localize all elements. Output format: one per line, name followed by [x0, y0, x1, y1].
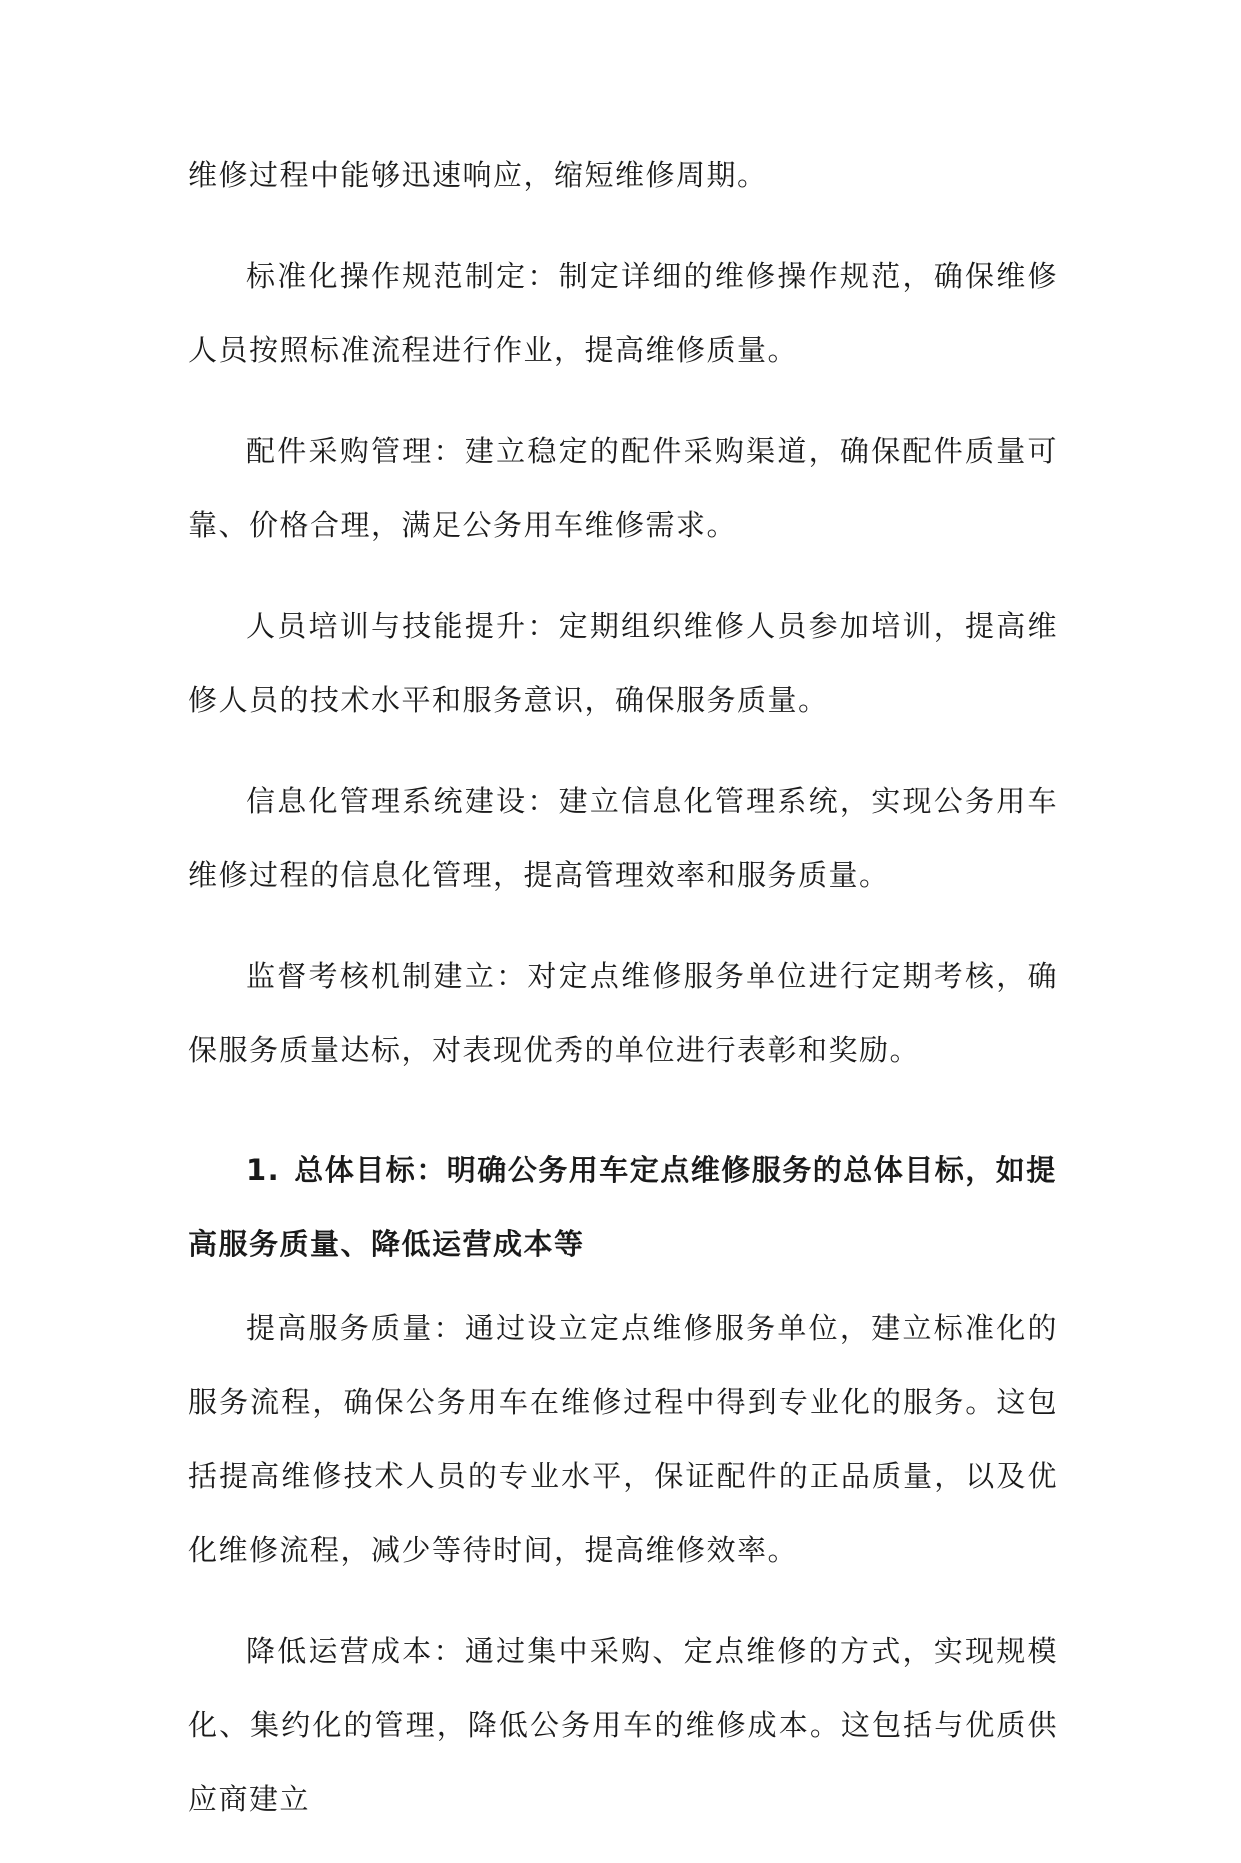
paragraph-reduce-cost: 降低运营成本：通过集中采购、定点维修的方式，实现规模化、集约化的管理，降低公务用车的维修成本。这包括与优质供应商建立	[188, 1634, 1058, 1816]
paragraph-parts-procurement: 配件采购管理：建立稳定的配件采购渠道，确保配件质量可靠、价格合理，满足公务用车维修需求。	[188, 434, 1058, 542]
paragraph-improve-quality: 提高服务质量：通过设立定点维修服务单位，建立标准化的服务流程，确保公务用车在维修过程中得到专业化的服务。这包括提高维修技术人员的专业水平，保证配件的正品质量，以及优化维修流程，减少等待时间，提高维修效率。	[188, 1311, 1058, 1567]
section-heading	[188, 1133, 1058, 1281]
paragraph-staff-training: 人员培训与技能提升：定期组织维修人员参加培训，提高维修人员的技术水平和服务意识，确保服务质量。	[188, 609, 1058, 717]
document-page	[188, 138, 1058, 1863]
paragraph-information-system: 信息化管理系统建设：建立信息化管理系统，实现公务用车维修过程的信息化管理，提高管理效率和服务质量。	[188, 784, 1058, 892]
paragraph-supervision: 监督考核机制建立：对定点维修服务单位进行定期考核，确保服务质量达标，对表现优秀的单位进行表彰和奖励。	[188, 959, 1058, 1067]
heading-number: 1.	[246, 1153, 281, 1187]
paragraph-standardization: 标准化操作规范制定：制定详细的维修操作规范，确保维修人员按照标准流程进行作业，提高维修质量。	[188, 259, 1058, 367]
heading-text: 总体目标：明确公务用车定点维修服务的总体目标，如提高服务质量、降低运营成本等	[188, 1153, 1057, 1261]
paragraph-continuation: 维修过程中能够迅速响应，缩短维修周期。	[188, 158, 768, 192]
